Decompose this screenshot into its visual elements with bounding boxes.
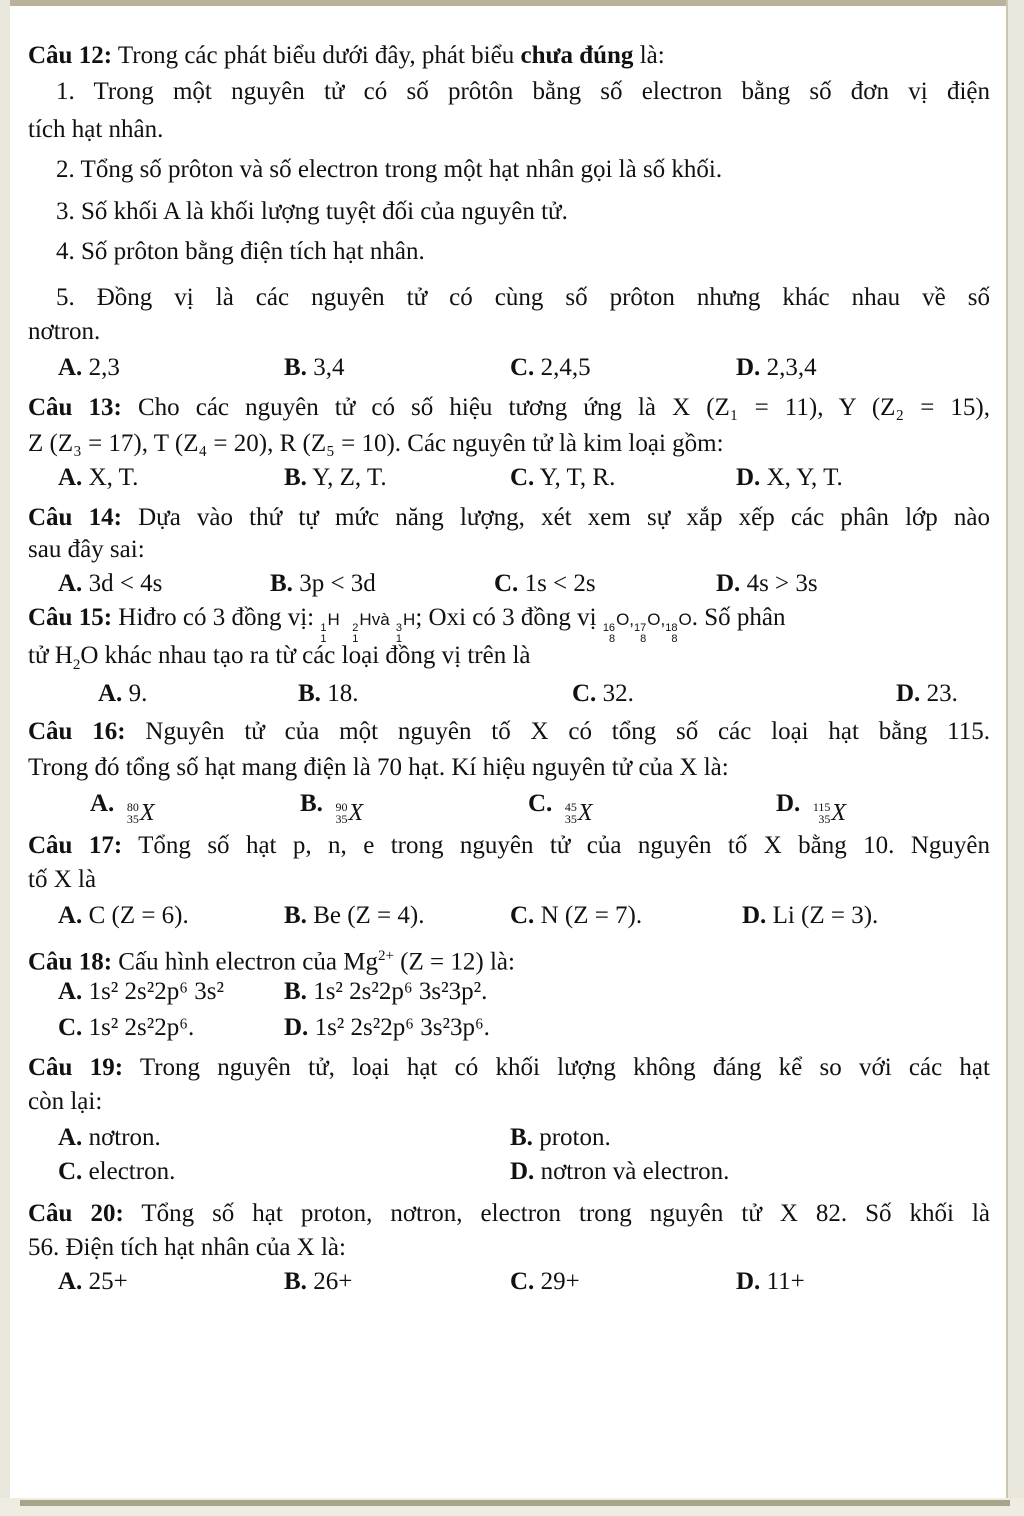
- q17-label: Câu 17:: [28, 832, 123, 859]
- option-label: D.: [742, 902, 767, 929]
- option-text: 1s² 2s²2p⁶.: [82, 1014, 195, 1041]
- q15-text: Hiđro có 3 đồng vị:: [112, 604, 321, 631]
- q12-option-a[interactable]: [58, 352, 120, 384]
- isotope-mass: 2: [352, 622, 359, 634]
- option-text: N (Z = 7).: [534, 902, 643, 929]
- option-label: B.: [270, 570, 293, 597]
- q12-statement-5-cont: nơtron.: [28, 318, 101, 345]
- q16-option-d[interactable]: [776, 788, 846, 829]
- q14-option-b[interactable]: [270, 568, 376, 600]
- isotope-z: 1: [320, 633, 327, 645]
- option-text: 32.: [596, 680, 634, 707]
- option-label: B.: [300, 790, 323, 817]
- option-text: 1s² 2s²2p⁶ 3s²3p⁶.: [308, 1014, 490, 1041]
- option-label: C.: [58, 1158, 83, 1185]
- q18-option-d[interactable]: [284, 1012, 490, 1044]
- option-text: C (Z = 6).: [82, 902, 189, 929]
- option-label: B.: [284, 902, 307, 929]
- q17-option-d[interactable]: [742, 900, 878, 932]
- option-text: 25+: [82, 1268, 128, 1295]
- isotope-o16: [603, 604, 634, 645]
- option-text: 3,4: [306, 354, 345, 381]
- option-label: B.: [284, 354, 307, 381]
- option-text: 3p < 3d: [292, 570, 376, 597]
- option-label: B.: [298, 680, 321, 707]
- q14-stem-text: Dựa vào thứ tự mức năng lượng, xét xem sự xắp xếp các phân lớp nào: [121, 504, 990, 531]
- option-text: 1s < 2s: [518, 570, 596, 597]
- nuclide-symbol: [335, 797, 363, 829]
- q19-stem-text: Trong nguyên tử, loại hạt có khối lượng không đáng kể so với các hạt: [123, 1054, 990, 1081]
- option-label: A.: [58, 1124, 83, 1151]
- option-text: 1s² 2s²2p⁶ 3s²3p².: [306, 978, 488, 1005]
- q19-stem-cont: còn lại:: [28, 1088, 103, 1115]
- isotope-mass: 18: [665, 622, 678, 634]
- isotope-z: 1: [352, 633, 359, 645]
- page-top-border: [0, 0, 1024, 6]
- option-text: X, T.: [82, 464, 139, 491]
- q18-stem: [28, 940, 515, 978]
- isotope-h3: [396, 604, 415, 645]
- nuclide-mass: 90: [335, 800, 348, 814]
- q13-stem-cont: Z (Z₃ = 17), T (Z₄ = 20), R (Z₅ = 10). Các nguyên tử là kim loại gồm:: [28, 430, 724, 457]
- isotope-mass: 16: [602, 622, 616, 634]
- option-text: X, Y, T.: [760, 464, 843, 491]
- option-label: C.: [528, 790, 553, 817]
- option-label: D.: [776, 790, 801, 817]
- isotope-separator: ,: [629, 610, 635, 629]
- q20-stem-text: Tổng số hạt proton, nơtron, electron trong nguyên tử X 82. Số khối là: [123, 1200, 990, 1227]
- q15-stem: [28, 602, 785, 645]
- q12-statement-3: 3. Số khối A là khối lượng tuyệt đối của nguyên tử.: [56, 198, 568, 225]
- q13-option-a[interactable]: [58, 462, 138, 494]
- q12-stem: [28, 40, 665, 72]
- q13-stem: [28, 392, 990, 424]
- nuclide-letter: X: [139, 800, 155, 826]
- option-label: B.: [284, 464, 307, 491]
- q15-text-and: và: [371, 610, 390, 629]
- option-label: C.: [494, 570, 519, 597]
- page-right-rule: [1006, 0, 1008, 1516]
- q17-option-c[interactable]: [510, 900, 642, 932]
- option-text: 2,3: [82, 354, 120, 381]
- page-bottom-rule: [20, 1500, 1010, 1506]
- q12-option-d[interactable]: [736, 352, 817, 384]
- nuclide-letter: X: [348, 800, 364, 826]
- q12-statement-1-cont: tích hạt nhân.: [28, 116, 164, 143]
- isotope-mass: 17: [634, 622, 647, 634]
- q18-charge: 2+: [377, 948, 394, 964]
- q12-label: Câu 12:: [28, 42, 113, 69]
- q12-statement-2: 2. Tổng số prôton và số electron trong một hạt nhân gọi là số khối.: [56, 156, 723, 183]
- q12-option-b[interactable]: [284, 352, 344, 384]
- option-label: C.: [510, 464, 535, 491]
- option-label: D.: [736, 354, 761, 381]
- q15-subscript: 2: [72, 657, 81, 673]
- option-text: 1s² 2s²2p⁶ 3s²: [82, 978, 224, 1005]
- q18-option-a[interactable]: [58, 976, 224, 1008]
- q15-option-c[interactable]: [572, 678, 634, 710]
- option-text: Y, Z, T.: [306, 464, 387, 491]
- option-label: D.: [284, 1014, 309, 1041]
- option-label: A.: [58, 1268, 83, 1295]
- option-text: nơtron.: [82, 1124, 161, 1151]
- q19-option-d[interactable]: [510, 1156, 729, 1188]
- q12-stem-text: Trong các phát biểu dưới đây, phát biểu: [112, 42, 521, 69]
- q15-text: tử H: [28, 642, 73, 669]
- q13-option-b[interactable]: [284, 462, 387, 494]
- q13-stem-text: Cho các nguyên tử có số hiệu tương ứng là X (Z₁ = 11), Y (Z₂ = 15),: [121, 394, 990, 421]
- option-label: A.: [98, 680, 123, 707]
- q13-label: Câu 13:: [28, 394, 122, 421]
- nuclide-z: 35: [335, 812, 348, 826]
- q18-option-c[interactable]: [58, 1012, 194, 1044]
- page-right-margin: [1008, 0, 1024, 1516]
- option-label: D.: [736, 1268, 761, 1295]
- q14-option-c[interactable]: [494, 568, 596, 600]
- q20-option-a[interactable]: [58, 1266, 128, 1298]
- q19-option-c[interactable]: [58, 1156, 175, 1188]
- q12-option-c[interactable]: [510, 352, 591, 384]
- option-label: B.: [284, 978, 307, 1005]
- q13-option-c[interactable]: [510, 462, 615, 494]
- q16-stem-text: Nguyên tử của một nguyên tố X có tổng số các loại hạt bằng 115.: [125, 718, 990, 745]
- option-label: C.: [510, 354, 535, 381]
- q15-text: ; Oxi có 3 đồng vị: [415, 604, 603, 631]
- q15-option-d[interactable]: [896, 678, 958, 710]
- q12-statement-4: 4. Số prôton bằng điện tích hạt nhân.: [56, 238, 425, 265]
- q20-option-b[interactable]: [284, 1266, 352, 1298]
- isotope-symbol: O: [616, 610, 630, 629]
- isotope-symbol: H: [359, 610, 372, 629]
- option-label: A.: [58, 902, 83, 929]
- q14-label: Câu 14:: [28, 504, 122, 531]
- option-label: A.: [90, 790, 115, 817]
- q17-stem: [28, 830, 990, 862]
- nuclide-mass: 45: [564, 800, 577, 814]
- isotope-z: 1: [395, 633, 403, 645]
- q18-stem-text: (Z = 12) là:: [393, 948, 515, 976]
- option-label: D.: [736, 464, 761, 491]
- isotope-h1: [320, 604, 339, 645]
- isotope-symbol: O: [678, 610, 692, 629]
- nuclide-z: 35: [564, 812, 577, 826]
- nuclide-mass: 80: [126, 800, 139, 814]
- q19-stem: [28, 1052, 990, 1084]
- option-label: C.: [572, 680, 597, 707]
- isotope-mass: 1: [320, 622, 327, 634]
- nuclide-symbol: [127, 797, 155, 829]
- q17-option-a[interactable]: [58, 900, 189, 932]
- option-text: 2,4,5: [534, 354, 591, 381]
- page-left-margin: [0, 0, 10, 1516]
- option-label: B.: [510, 1124, 533, 1151]
- q19-option-b[interactable]: [510, 1122, 611, 1154]
- isotope-mass: 3: [395, 622, 403, 634]
- q20-stem: [28, 1198, 990, 1230]
- option-label: D.: [896, 680, 921, 707]
- isotope-o18: [665, 604, 691, 645]
- isotope-z: 8: [640, 633, 647, 645]
- option-label: B.: [284, 1268, 307, 1295]
- option-label: D.: [716, 570, 741, 597]
- isotope-symbol: H: [327, 610, 340, 629]
- isotope-z: 8: [671, 633, 678, 645]
- q15-text: O khác nhau tạo ra từ các loại đồng vị trên là: [80, 642, 531, 669]
- q18-stem-text: Cấu hình electron của Mg: [112, 948, 378, 976]
- nuclide-mass: 115: [812, 800, 831, 814]
- q15-option-a[interactable]: [98, 678, 147, 710]
- q16-option-c[interactable]: [528, 788, 592, 829]
- q15-stem-cont: [28, 640, 531, 681]
- q20-label: Câu 20:: [28, 1200, 124, 1227]
- nuclide-letter: X: [831, 800, 847, 826]
- q17-stem-cont: tố X là: [28, 866, 97, 893]
- q20-option-d[interactable]: [736, 1266, 805, 1298]
- option-text: Y, T, R.: [534, 464, 616, 491]
- nuclide-z: 35: [818, 812, 831, 826]
- q16-stem-cont: Trong đó tổng số hạt mang điện là 70 hạt. Kí hiệu nguyên tử của X là:: [28, 754, 729, 781]
- isotope-o17: [634, 604, 665, 645]
- isotope-z: 8: [608, 633, 616, 645]
- q16-label: Câu 16:: [28, 718, 126, 745]
- q14-stem-cont: sau đây sai:: [28, 536, 145, 563]
- option-text: nơtron và electron.: [534, 1158, 730, 1185]
- q15-text: . Số phân: [691, 604, 786, 631]
- q14-option-a[interactable]: [58, 568, 162, 600]
- option-text: 11+: [760, 1268, 805, 1295]
- option-label: A.: [58, 978, 83, 1005]
- option-text: 23.: [920, 680, 958, 707]
- option-label: A.: [58, 354, 83, 381]
- option-text: 29+: [534, 1268, 580, 1295]
- nuclide-symbol: [565, 797, 593, 829]
- nuclide-symbol: [813, 797, 846, 829]
- option-text: Li (Z = 3).: [766, 902, 879, 929]
- q17-option-b[interactable]: [284, 900, 424, 932]
- option-text: 18.: [320, 680, 359, 707]
- q18-label: Câu 18:: [28, 948, 113, 976]
- q12-stem-bold: chưa đúng: [520, 42, 634, 69]
- option-label: C.: [510, 1268, 535, 1295]
- option-label: D.: [510, 1158, 535, 1185]
- q17-stem-text: Tổng số hạt p, n, e trong nguyên tử của nguyên tố X bằng 10. Nguyên: [122, 832, 990, 859]
- option-label: C.: [58, 1014, 83, 1041]
- option-text: electron.: [82, 1158, 176, 1185]
- option-text: 9.: [122, 680, 148, 707]
- option-label: A.: [58, 570, 83, 597]
- q13-option-d[interactable]: [736, 462, 843, 494]
- q14-option-d[interactable]: [716, 568, 818, 600]
- option-text: 4s > 3s: [740, 570, 818, 597]
- q19-label: Câu 19:: [28, 1054, 124, 1081]
- q12-statement-5: 5. Đồng vị là các nguyên tử có cùng số prôton nhưng khác nhau về số: [56, 284, 990, 311]
- q20-stem-cont: 56. Điện tích hạt nhân của X là:: [28, 1234, 346, 1261]
- option-text: 26+: [306, 1268, 353, 1295]
- q16-option-a[interactable]: [90, 788, 154, 829]
- q18-option-b[interactable]: [284, 976, 487, 1008]
- isotope-symbol: O: [647, 610, 661, 629]
- q15-option-b[interactable]: [298, 678, 358, 710]
- nuclide-letter: X: [577, 800, 593, 826]
- option-text: 3d < 4s: [82, 570, 163, 597]
- option-label: C.: [510, 902, 535, 929]
- option-text: 2,3,4: [760, 354, 817, 381]
- q12-statement-1: 1. Trong một nguyên tử có số prôtôn bằng số electron bằng số đơn vị điện: [56, 78, 990, 105]
- q16-stem: [28, 716, 990, 748]
- q12-stem-end: là:: [633, 42, 665, 69]
- isotope-separator: ,: [660, 610, 666, 629]
- isotope-h2: [352, 604, 371, 645]
- option-text: Be (Z = 4).: [306, 902, 425, 929]
- q19-option-a[interactable]: [58, 1122, 161, 1154]
- option-text: proton.: [532, 1124, 611, 1151]
- nuclide-z: 35: [126, 812, 139, 826]
- q20-option-c[interactable]: [510, 1266, 580, 1298]
- isotope-symbol: H: [403, 610, 416, 629]
- q14-stem: [28, 502, 990, 534]
- option-label: A.: [58, 464, 83, 491]
- q16-option-b[interactable]: [300, 788, 363, 829]
- q15-label: Câu 15:: [28, 604, 113, 631]
